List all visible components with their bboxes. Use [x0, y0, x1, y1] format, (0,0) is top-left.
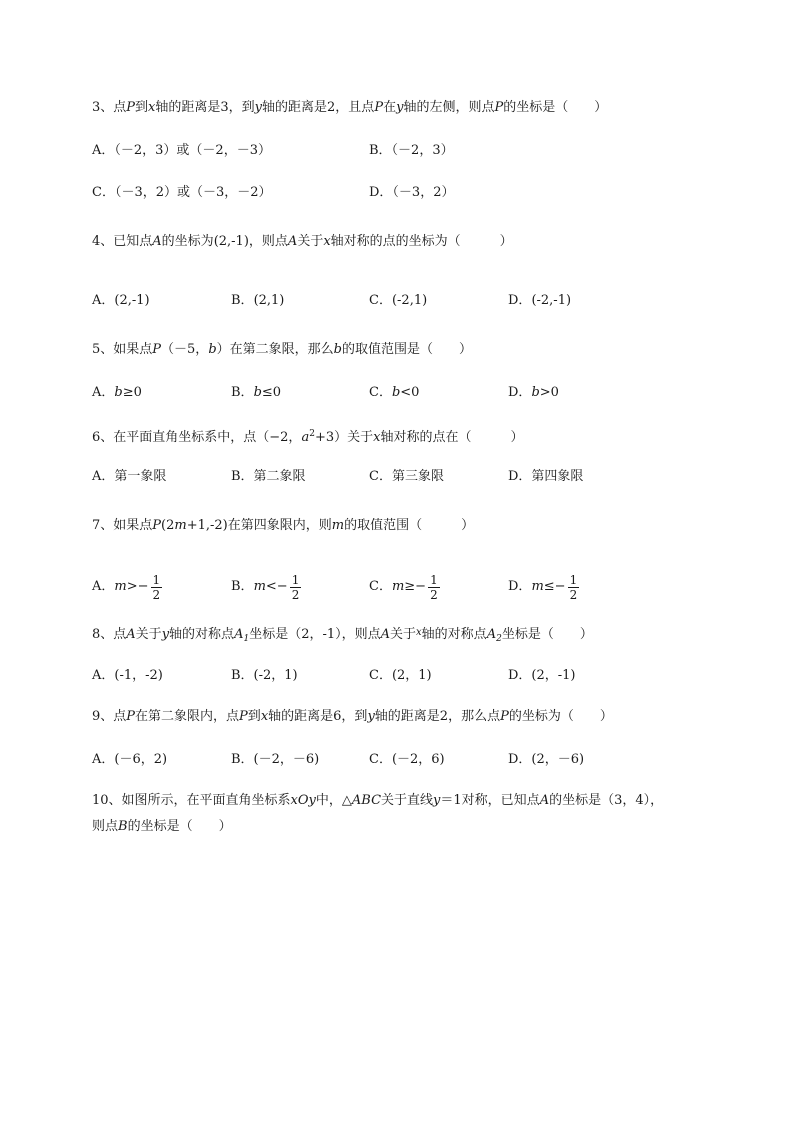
q3-text: 轴的距离是2，且点	[262, 100, 375, 115]
q9-text: 的坐标为（ ）	[508, 709, 613, 724]
option-label: A．	[92, 293, 115, 308]
q9-text: 轴的距离是2，那么点	[374, 709, 501, 724]
q7-option-d[interactable]	[508, 572, 579, 601]
q5-text: ）在第二象限，那么	[216, 342, 334, 357]
option-value: (-2,-1)	[531, 293, 572, 308]
q9-option-d[interactable]: D．(2，－6)	[508, 752, 585, 767]
fraction-denominator: 2	[569, 588, 578, 602]
fraction-numerator: 1	[430, 573, 438, 587]
question-10-line-2	[92, 816, 732, 838]
q3-text: 在	[383, 100, 397, 115]
q9-text: 轴的距离是6，到	[268, 709, 368, 724]
q9-option-b[interactable]: B．(－2，－6)	[231, 752, 320, 767]
q4-var: x	[323, 234, 331, 249]
q7-text: 7、如果点	[92, 518, 153, 533]
q8-var: A	[380, 627, 391, 642]
q7-options-row	[92, 568, 732, 604]
q7-text: 在第四象限内，则	[227, 518, 332, 533]
q3-text: 3、点	[92, 100, 127, 115]
q5-option-c[interactable]	[369, 382, 419, 404]
q5-options-row	[92, 382, 732, 406]
q9-var: x	[260, 709, 269, 724]
q5-var: b	[333, 342, 342, 357]
question-9	[92, 706, 732, 728]
q8-text: 关于	[135, 627, 162, 642]
q9-var: P	[239, 709, 248, 724]
q7-coord: +1,-2)	[186, 518, 228, 533]
q10-var: xOy	[290, 793, 316, 808]
option-var: m	[253, 579, 266, 594]
q8-var: y	[161, 627, 170, 642]
option-label: C．	[369, 385, 392, 400]
q6-option-a[interactable]: A．第一象限	[92, 469, 167, 484]
q10-text: 中，△	[315, 793, 352, 808]
option-operator: ≤−	[543, 579, 566, 594]
q4-text: 轴对称的点的坐标为（ ）	[330, 234, 513, 249]
option-value: (-2,1)	[391, 293, 428, 308]
q9-text: 到	[247, 709, 261, 724]
option-operator: <−	[265, 579, 288, 594]
question-4	[92, 231, 732, 253]
q3-options-row-2	[92, 182, 732, 206]
q8-subscript: 2	[496, 634, 502, 644]
q7-option-b[interactable]	[231, 572, 301, 601]
option-label: D．	[508, 385, 532, 400]
option-value: ≥0	[122, 385, 142, 400]
q8-var: A	[126, 627, 136, 642]
fraction	[290, 573, 302, 602]
fraction	[568, 573, 580, 602]
q3-text: 轴的距离是3，到	[155, 100, 255, 115]
q3-var: x	[148, 100, 156, 115]
q4-text: 4、已知点	[92, 234, 153, 249]
option-var: m	[114, 579, 127, 594]
option-value: (2,-1)	[114, 293, 150, 308]
q3-option-c[interactable]: C．（－3，2）或（－3，－2）	[92, 185, 272, 200]
q5-text: 的取值范围是（ ）	[341, 342, 472, 357]
q4-var: A	[152, 234, 162, 249]
q3-var: P	[126, 100, 136, 115]
question-5	[92, 339, 732, 361]
q5-option-d[interactable]	[508, 382, 559, 404]
q3-var: y	[396, 100, 404, 115]
q6-option-c[interactable]: C．第三象限	[369, 469, 444, 484]
fraction-denominator: 2	[291, 588, 300, 602]
q3-option-b[interactable]: B．（－2，3）	[369, 143, 454, 158]
q6-option-d[interactable]: D．第四象限	[508, 469, 584, 484]
q5-option-a[interactable]	[92, 382, 142, 404]
q4-text: 关于	[297, 234, 324, 249]
q4-var: A	[287, 234, 298, 249]
q8-text: 8、点	[92, 627, 127, 642]
q7-var: m	[174, 518, 187, 533]
fraction	[428, 573, 440, 602]
q3-options-row-1	[92, 140, 732, 164]
option-label: A．	[92, 385, 115, 400]
fraction-denominator: 2	[430, 588, 438, 602]
q10-var: A	[539, 793, 550, 808]
q4-options-row	[92, 290, 732, 314]
q8-text: 坐标是（ ）	[501, 627, 593, 642]
question-6	[92, 423, 732, 449]
question-3	[92, 97, 732, 119]
q8-var: A	[234, 627, 244, 642]
q8-text: 坐标是（2，-1），则点	[249, 627, 381, 642]
q10-text: ＝1对称，已知点	[440, 793, 540, 808]
q8-option-c[interactable]: C．(2，1)	[369, 668, 432, 683]
q6-exponent: 2	[309, 429, 315, 439]
q4-text: ，则点	[248, 234, 288, 249]
q10-var: ABC	[351, 793, 382, 808]
q10-text: 的坐标是（3，4），	[549, 793, 664, 808]
q5-text: （－5，	[161, 342, 209, 357]
question-7	[92, 515, 732, 537]
q9-option-a[interactable]: A．(－6，2)	[92, 752, 168, 767]
option-operator: >−	[126, 579, 149, 594]
q4-text: 的坐标为	[161, 234, 214, 249]
q6-var: a	[301, 430, 310, 445]
option-label: C．	[369, 293, 392, 308]
q8-option-b[interactable]: B．(-2，1)	[231, 668, 298, 683]
q6-text: 6、在平面直角坐标系中，点（−2，	[92, 430, 302, 445]
q10-text: 关于直线	[381, 793, 434, 808]
q3-option-a[interactable]: A．（－2，3）或（－2，－3）	[92, 143, 271, 158]
option-var: b	[391, 385, 401, 400]
option-operator: ≥−	[404, 579, 427, 594]
q9-text: 9、点	[92, 709, 127, 724]
q6-option-b[interactable]: B．第二象限	[231, 469, 306, 484]
q8-options-row	[92, 665, 732, 689]
question-8	[92, 622, 732, 650]
option-label: C．	[369, 579, 392, 594]
q7-option-a[interactable]	[92, 572, 162, 601]
q5-text: 5、如果点	[92, 342, 153, 357]
q3-text: 到	[135, 100, 149, 115]
q7-var: m	[331, 518, 345, 533]
q3-option-d[interactable]: D．（－3，2）	[369, 185, 455, 200]
q9-option-c[interactable]: C．(－2，6)	[369, 752, 445, 767]
q6-text: 轴对称的点在（ ）	[380, 430, 524, 445]
q9-var: y	[367, 709, 375, 724]
option-var: b	[531, 385, 540, 400]
q10-var: y	[433, 793, 441, 808]
q7-option-c[interactable]	[369, 572, 440, 601]
q4-option-c[interactable]	[369, 290, 427, 312]
q3-var: P	[374, 100, 384, 115]
q8-option-d[interactable]: D．(2，-1)	[508, 668, 576, 683]
q10-var: B	[118, 819, 128, 834]
q5-var: b	[208, 342, 217, 357]
fraction-denominator: 2	[152, 588, 161, 602]
option-value: >0	[539, 385, 559, 400]
q9-text: 在第二象限内，点	[135, 709, 240, 724]
option-var: m	[391, 579, 405, 594]
fraction-numerator: 1	[569, 573, 578, 587]
q3-var: P	[494, 100, 504, 115]
fraction-numerator: 1	[152, 573, 161, 587]
q5-option-b[interactable]	[231, 382, 281, 404]
q8-var: A	[486, 627, 497, 642]
q8-text: 轴的对称点	[169, 627, 235, 642]
q8-text: 关于	[390, 627, 417, 642]
q3-text: 的坐标是（ ）	[503, 100, 608, 115]
q6-var: x	[373, 430, 381, 445]
q6-options-row	[92, 466, 732, 490]
q4-coord: (2,-1)	[213, 234, 249, 249]
q7-text: 的取值范围（ ）	[344, 518, 475, 533]
fraction	[151, 573, 163, 602]
fraction-numerator: 1	[291, 573, 300, 587]
q4-option-b[interactable]	[231, 290, 284, 312]
q5-var: P	[152, 342, 162, 357]
q10-text: 的坐标是（ ）	[127, 819, 232, 834]
q8-option-a[interactable]: A．(-1，-2)	[92, 668, 163, 683]
q4-option-d[interactable]	[508, 290, 571, 312]
option-label: A．	[92, 579, 115, 594]
q3-var: y	[254, 100, 263, 115]
option-value: ≤0	[261, 385, 282, 400]
option-label: B．	[231, 385, 254, 400]
q8-var: x	[416, 627, 422, 638]
option-var: b	[253, 385, 262, 400]
option-value: <0	[400, 385, 420, 400]
q9-var: P	[500, 709, 509, 724]
option-label: D．	[508, 579, 532, 594]
q10-text: 则点	[92, 819, 119, 834]
option-label: B．	[231, 293, 254, 308]
q9-var: P	[126, 709, 136, 724]
q7-coord: (2	[161, 518, 175, 533]
q3-text: 轴的左侧，则点	[403, 100, 495, 115]
q10-text: 10、如图所示，在平面直角坐标系	[92, 793, 291, 808]
option-var: m	[531, 579, 544, 594]
q4-option-a[interactable]	[92, 290, 150, 312]
q9-options-row	[92, 749, 732, 773]
question-10	[92, 790, 732, 812]
option-label: B．	[231, 579, 254, 594]
q8-subscript: 1	[243, 634, 250, 644]
q6-text: +3）关于	[314, 430, 374, 445]
q7-var: P	[152, 518, 162, 533]
option-value: (2,1)	[253, 293, 285, 308]
option-label: D．	[508, 293, 532, 308]
option-var: b	[114, 385, 123, 400]
q8-text: 轴的对称点	[421, 627, 487, 642]
